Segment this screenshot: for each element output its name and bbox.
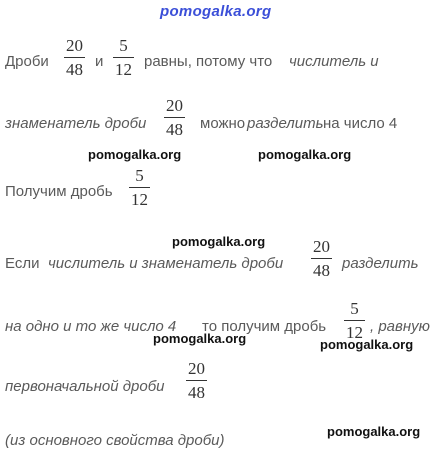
text-ravny: равны, потому что [144, 53, 273, 70]
watermark: pomogalka.org [258, 147, 352, 162]
watermark: pomogalka.org [320, 337, 414, 352]
text-razdelit: разделить [247, 115, 324, 132]
text-iz-osnovnogo: (из основного свойства дроби) [5, 432, 225, 449]
watermark: pomogalka.org [88, 147, 182, 162]
watermark: pomogalka.org [172, 234, 266, 249]
watermark-top: pomogalka.org [160, 3, 272, 20]
text-mozhno: можно [200, 115, 246, 132]
text-chislitel: числитель и [289, 53, 379, 70]
fraction-numerator: 5 [135, 166, 144, 185]
fraction-denominator: 12 [115, 60, 132, 79]
fraction-denominator: 12 [346, 323, 363, 342]
fraction-20-48 [64, 37, 85, 78]
text-ravnuyu: , равную [370, 318, 430, 335]
fraction-20-48 [186, 360, 207, 401]
fraction-denominator: 48 [313, 261, 330, 280]
fraction-numerator: 20 [166, 96, 183, 115]
text-pervonachalnoy: первоначальной дроби [5, 378, 165, 395]
text-chislitel-i-znamenatel: числитель и знаменатель дроби [48, 255, 284, 272]
text-na-chislo-4: на число 4 [323, 115, 398, 132]
text-poluchim: Получим дробь [5, 183, 113, 200]
text-razdelit-2: разделить [342, 255, 419, 272]
text-znamenatel: знаменатель дроби [5, 115, 147, 132]
text-drobi: Дроби [5, 53, 49, 70]
fraction-5-12 [129, 167, 150, 208]
fraction-5-12 [344, 300, 365, 341]
fraction-numerator: 5 [350, 299, 359, 318]
fraction-numerator: 20 [188, 359, 205, 378]
fraction-numerator: 20 [66, 36, 83, 55]
text-i: и [95, 53, 104, 70]
watermark: pomogalka.org [153, 331, 247, 346]
fraction-numerator: 5 [119, 36, 128, 55]
text-to-poluchim: то получим дробь [202, 318, 327, 335]
fraction-5-12 [113, 37, 134, 78]
fraction-denominator: 48 [66, 60, 83, 79]
fraction-denominator: 12 [131, 190, 148, 209]
fraction-20-48 [164, 97, 185, 138]
fraction-numerator: 20 [313, 237, 330, 256]
fraction-denominator: 48 [188, 383, 205, 402]
watermark: pomogalka.org [327, 424, 421, 439]
fraction-20-48 [311, 238, 332, 279]
fraction-denominator: 48 [166, 120, 183, 139]
text-esli: Если [5, 255, 40, 272]
text-na-odno: на одно и то же число 4 [5, 318, 177, 335]
